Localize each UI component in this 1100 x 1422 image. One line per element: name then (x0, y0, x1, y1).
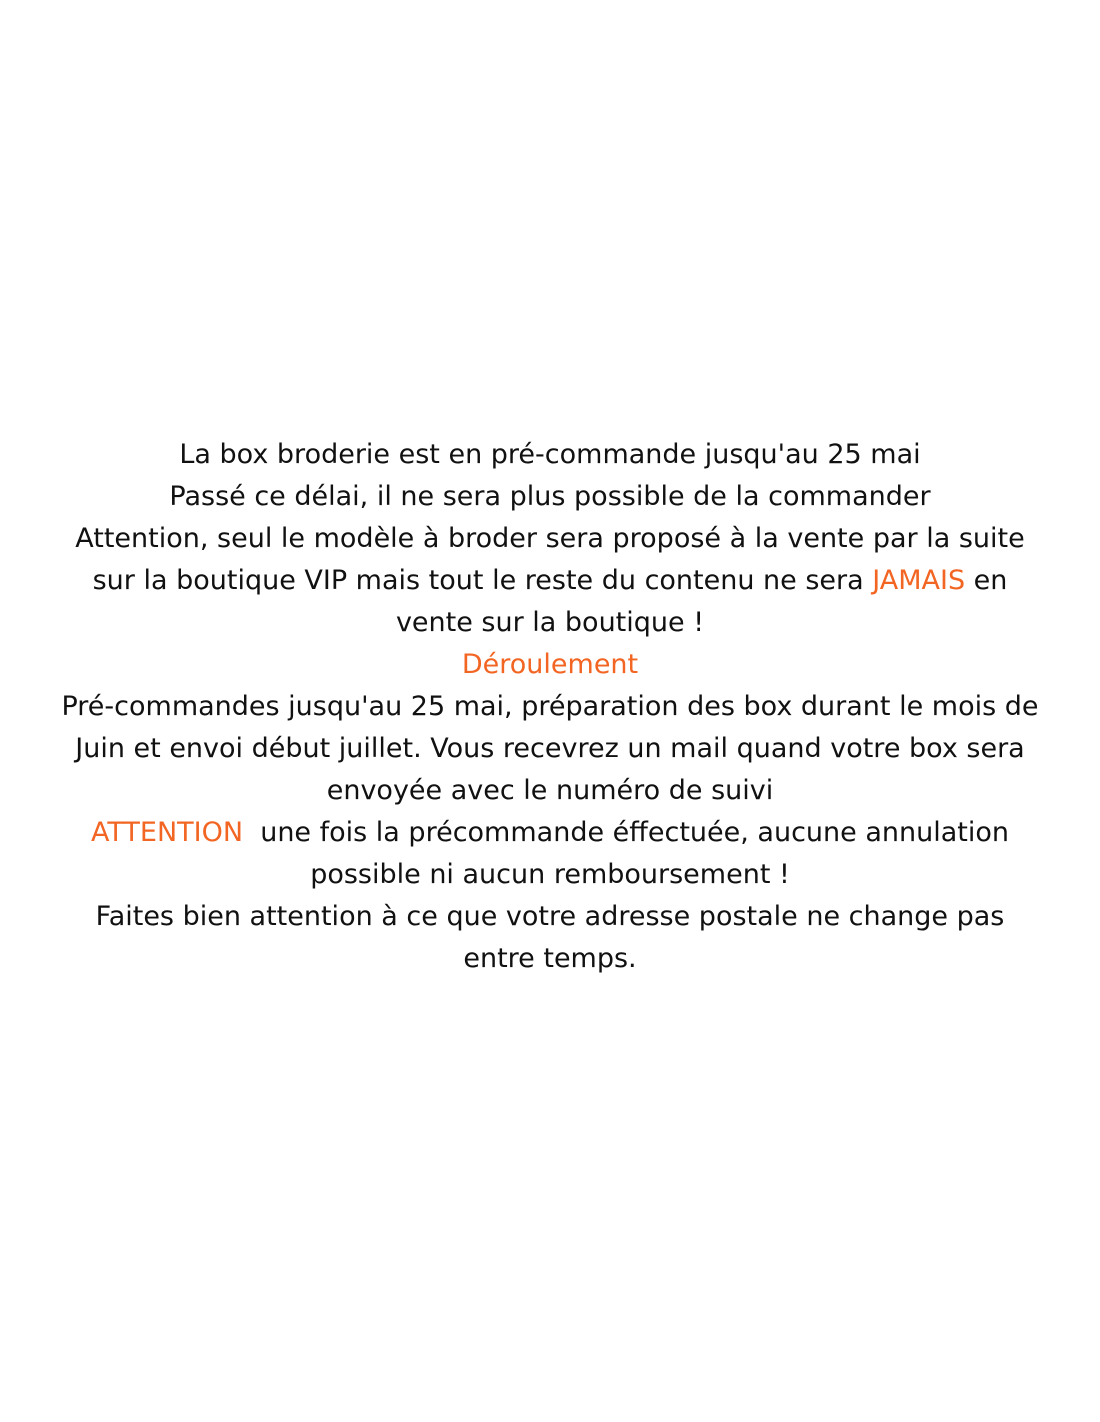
preorder-deadline-text: La box broderie est en pré-commande jusqu'au 25 mai (179, 439, 921, 470)
vip-shop-text (20, 560, 1080, 602)
shop-sale-text: vente sur la boutique ! (395, 607, 705, 638)
warning-line2: possible ni aucun remboursement ! (310, 859, 790, 890)
schedule-text-line1: Pré-commandes jusqu'au 25 mai, préparation des box durant le mois de (61, 691, 1039, 722)
announcement-text (20, 434, 1080, 980)
jamais-highlight: JAMAIS (872, 565, 966, 596)
warning-line1-text: une fois la précommande éffectuée, aucune annulation (243, 817, 1009, 848)
warning-line1 (20, 812, 1080, 854)
address-notice-line1: Faites bien attention à ce que votre adresse postale ne change pas (95, 901, 1005, 932)
vip-shop-text-after: en (965, 565, 1008, 596)
attention-pattern-text: Attention, seul le modèle à broder sera proposé à la vente par la suite (75, 523, 1025, 554)
no-order-after-deadline-text: Passé ce délai, il ne sera plus possible de la commander (169, 481, 931, 512)
vip-shop-text-before: sur la boutique VIP mais tout le reste du contenu ne sera (92, 565, 873, 596)
section-heading: Déroulement (461, 649, 639, 680)
attention-highlight: ATTENTION (91, 817, 244, 848)
schedule-text-line2: Juin et envoi début juillet. Vous recevrez un mail quand votre box sera (75, 733, 1025, 764)
address-notice-line2: entre temps. (463, 943, 637, 974)
schedule-text-line3: envoyée avec le numéro de suivi (326, 775, 774, 806)
